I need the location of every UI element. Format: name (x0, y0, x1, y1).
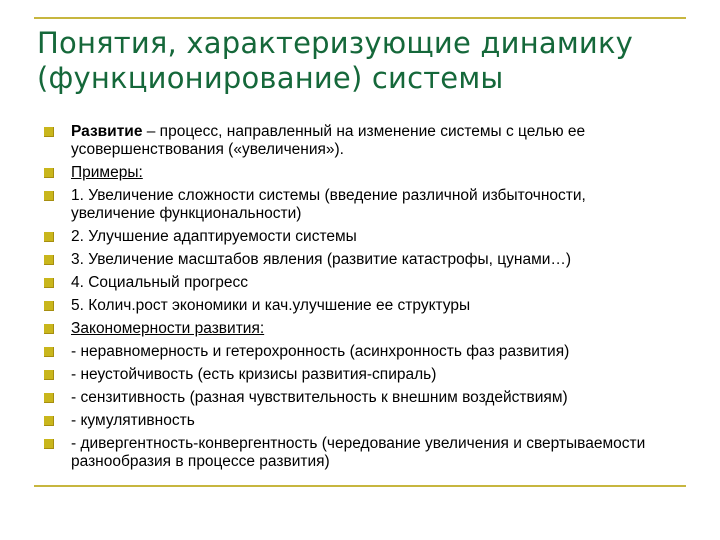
example-text: 5. Колич.рост экономики и кач.улучшение ее структуры (71, 297, 471, 314)
list-item (44, 123, 674, 159)
list-item (44, 164, 674, 182)
list-item (44, 297, 674, 315)
square-bullet-icon (44, 347, 54, 357)
regularity-text: - дивергентность-конвергентность (чередование увеличения и свертываемости разнообразия в процессе развития) (71, 435, 646, 470)
square-bullet-icon (44, 370, 54, 380)
example-text: 2. Улучшение адаптируемости системы (71, 228, 357, 245)
bottom-divider (34, 485, 686, 487)
square-bullet-icon (44, 127, 54, 137)
list-item (44, 389, 674, 407)
top-divider (34, 17, 686, 19)
definition-term: Развитие (71, 123, 143, 140)
list-item (44, 412, 674, 430)
regularity-text: - неравномерность и гетерохронность (асинхронность фаз развития) (71, 343, 570, 360)
square-bullet-icon (44, 324, 54, 334)
square-bullet-icon (44, 255, 54, 265)
square-bullet-icon (44, 439, 54, 449)
list-item (44, 343, 674, 361)
square-bullet-icon (44, 168, 54, 178)
square-bullet-icon (44, 278, 54, 288)
list-item (44, 251, 674, 269)
square-bullet-icon (44, 393, 54, 403)
list-item (44, 366, 674, 384)
example-text: 3. Увеличение масштабов явления (развитие катастрофы, цунами…) (71, 251, 572, 268)
list-item (44, 187, 674, 223)
slide-title: Понятия, характеризующие динамику (функционирование) системы (37, 26, 634, 95)
example-text: 1. Увеличение сложности системы (введение различной избыточности, увеличение функциональности) (71, 187, 586, 222)
list-item (44, 274, 674, 292)
list-item (44, 320, 674, 338)
list-item (44, 435, 674, 471)
square-bullet-icon (44, 416, 54, 426)
examples-heading: Примеры: (71, 164, 143, 181)
regularities-heading: Закономерности развития: (71, 320, 265, 337)
square-bullet-icon (44, 232, 54, 242)
regularity-text: - кумулятивность (71, 412, 195, 429)
regularity-text: - неустойчивость (есть кризисы развития-спираль) (71, 366, 437, 383)
bullet-list (44, 123, 674, 476)
square-bullet-icon (44, 191, 54, 201)
example-text: 4. Социальный прогресс (71, 274, 249, 291)
definition-text: – процесс, направленный на изменение системы с целью ее усовершенствования («увеличения»). (71, 123, 586, 158)
regularity-text: - сензитивность (разная чувствительность к внешним воздействиям) (71, 389, 568, 406)
square-bullet-icon (44, 301, 54, 311)
list-item (44, 228, 674, 246)
